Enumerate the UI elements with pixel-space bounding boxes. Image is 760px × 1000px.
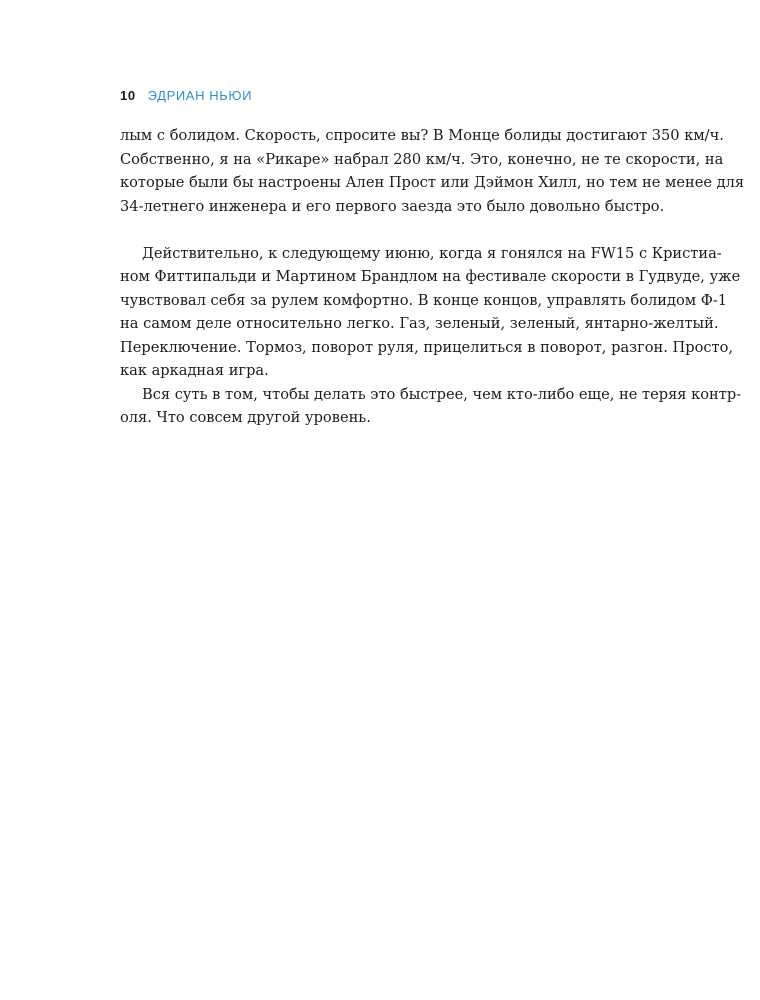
text-line: на самом деле относительно легко. Газ, зеленый, зеленый, янтарно-желтый. bbox=[120, 315, 719, 332]
running-title: ЭДРИАН НЬЮИ bbox=[147, 88, 253, 103]
text-line: Действительно, к следующему июню, когда я гонялся на FW15 с Кристиа- bbox=[142, 244, 722, 262]
text-line: Собственно, я на «Рикаре» набрал 280 км/ч. Это, конечно, не те скорости, на bbox=[120, 150, 724, 168]
text-line: которые были бы настроены Ален Прост или Дэймон Хилл, но тем не менее для bbox=[120, 174, 745, 191]
text-line: ном Фиттипальди и Мартином Брандлом на фестивале скорости в Гудвуде, уже bbox=[120, 268, 741, 285]
text-line: Вся суть в том, чтобы делать это быстрее, чем кто-либо еще, не теряя контр- bbox=[142, 385, 742, 403]
text-line: 34-летнего инженера и его первого заезда это было довольно быстро. bbox=[120, 197, 665, 215]
paragraph-gap bbox=[120, 218, 640, 242]
text-line: лым с болидом. Скорость, спросите вы? В Монце болиды достигают 350 км/ч. bbox=[120, 127, 724, 144]
text-line: оля. Что совсем другой уровень. bbox=[120, 409, 371, 426]
running-head bbox=[120, 88, 252, 108]
page-number: 10 bbox=[120, 88, 136, 103]
text-line: чувствовал себя за рулем комфортно. В конце концов, управлять болидом Ф-1 bbox=[120, 291, 728, 309]
text-line: как аркадная игра. bbox=[120, 362, 269, 379]
text-line: Переключение. Тормоз, поворот руля, прицелиться в поворот, разгон. Просто, bbox=[120, 338, 734, 356]
body-text bbox=[120, 124, 745, 430]
